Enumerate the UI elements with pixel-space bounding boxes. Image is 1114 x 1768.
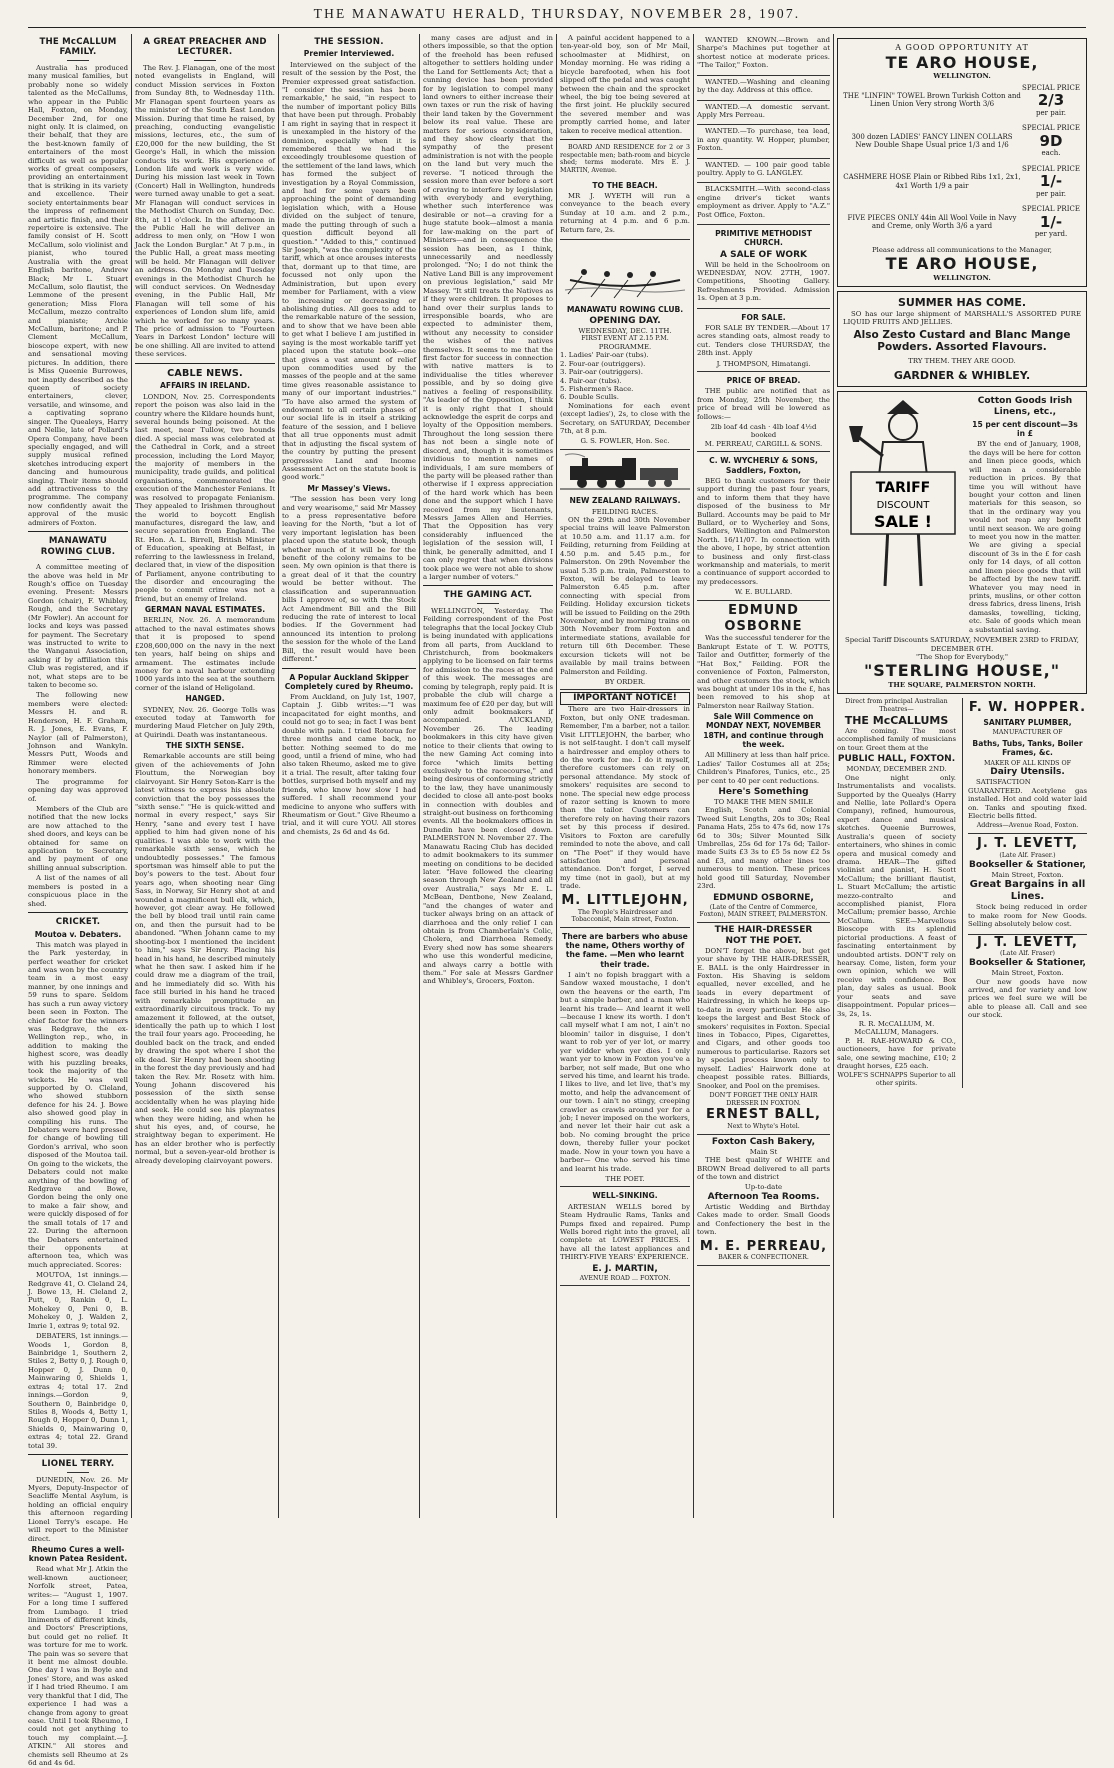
wycherly-text: BEG to thank customers for their support during the past four years, and to inform them that they have disposed of the business to Mr Bullard. Accounts may be paid to Mr Bullard, or to Wycherley and Sons, Saddlers, Wellington and Palmerston North. 16/11/07. In connection with the above, I hope, by strict attention to business and only first-class workmanship and materials, to merit a continuance of support accorded to my predecessors. bbox=[697, 476, 830, 586]
great-bargains: Great Bargains in all Lines. bbox=[969, 878, 1086, 903]
mccallums-text-2: One night only. Instrumentalists and vocalists. Supported by the Quealys (Harry and Nellie, late Pollard's Opera Company), refined, humourous, expert dance and musical sketches. Queenie Burrowes, Australia's queen of society entertainers, who shines in comic opera and musical comedy and drama. HEAR—The gifted violinist and pianist, H. Scott McCallum; the brilliant flautist, L. Stuart McCallum; the artistic mezzo-contralto and accomplished pianist, Flora McCallum; premier basso, Archie McCallum. SEE—Marvellous Bioscope with its splendid pictorial productions. A feast of fascinating entertainment by undoubted artists. DON'T rely on hearsay. Come, listen, form your own opinion, which we will receive with confidence. Box plan, day sales as usual. Book your seats and save disappointment. Popular prices—3s, 2s, 1s. bbox=[837, 773, 956, 1018]
gaming-heading: THE GAMING ACT. bbox=[443, 590, 533, 601]
dairy-utensils: Dairy Utensils. bbox=[990, 767, 1065, 778]
summer-heading: SUMMER HAS COME. bbox=[897, 296, 1027, 310]
programme-item: 4. Pair-oar (tubs). bbox=[560, 376, 622, 385]
bullard-sign: W. E. BULLARD. bbox=[734, 588, 793, 597]
programme-item: 1. Ladies' Pair-oar (tubs). bbox=[560, 351, 649, 360]
town-crier-illustration bbox=[843, 396, 963, 596]
cricket-subheading: Moutoa v. Debaters. bbox=[34, 929, 122, 939]
hopper-name: F. W. HOPPER. bbox=[968, 700, 1087, 716]
massey-continued: many cases are adjust and in others impossible, so that the option of the freehold has been refused altogether to settlers holding under the Land for Settlements Act; that a cunning device has been provided for by legislation to compel many land owners to either increase their own taxes or run the risk of having their land taken by the Government below its real value. These are matters for serious consideration, and they show clearly that the sympathy of the present administration is not with the people on the land but very much the reverse. "I noticed through the session more than ever before a sort of craving to interfere by legislation with everybody and everything, whether such interference was desirable or not—a craving for a huge statute book—almost a mania for law-making on the part of Ministers—and in consequence the session has been, as I think, unnecessarily and needlessly prolonged. "No; I do not think the Native Land Bill is any improvement on previous legislation," said Mr Massey. "It still treats the Natives as if they were children. It proposes to hand over their surplus lands to irresponsible boards, who are expected to administer them, without any necessity to consider the wishes of the natives themselves. It seems to me that the first factor for success in connection with native matters is to individualise the titles wherever possible, and by so doing give natives a feeling of responsibility. "As leader of the Opposition, I think it is only right that I should acknowledge the esprit de corps and loyalty of the Opposition members. Throughout the long session there has not been a single note of discord, and, though it is sometimes invidious to mention names of individuals, I am sure members of the party will be pleased rather than otherwise if I express appreciation of the hard work which has been done and the support which I have received from my lieutenants, Messrs James Allen and Herries. That the Opposition has very considerably influenced the legislation of the session will, I think, be generally admitted, and I can only regret that when divisions took place we were not able to show a larger number of voters." bbox=[423, 34, 553, 581]
sale-of-work-title: A SALE OF WORK bbox=[720, 249, 807, 260]
hairdresser-ad bbox=[697, 923, 830, 1135]
bakery-ad bbox=[697, 1135, 830, 1266]
hopper-address: Address—Avenue Road, Foxton. bbox=[976, 822, 1079, 830]
cricket-scores: DEBATERS, 1st innings.—Woods 1, Gordon 8, Bainbridge 1, Southern 2, Stiles 2, Betty 0, J. Rough 0, Hopper 0, J. Dunn 0, Mainwaring 0, Shields 1, extras 4; total 17. 2nd innings.—Gordon 9, Southern 0, Bainbridge 0, Stiles 8, Woods 4, Betty 1, Rough 0, Hopper 0, Dunn 1, Shields 0, Mainwaring 0, extras 4; total 22. Grand total 39. bbox=[28, 1332, 128, 1450]
wanted-ad: BLACKSMITH.—With second-class engine driver's ticket wants employment as driver. Apply to "A.Z." Post Office, Foxton. bbox=[697, 185, 830, 219]
te-aro-city: WELLINGTON. bbox=[933, 72, 991, 81]
levett-address: Main Street, Foxton. bbox=[991, 870, 1064, 879]
masthead-rule bbox=[28, 27, 1086, 28]
preacher-heading: A GREAT PREACHER AND LECTURER. bbox=[143, 37, 267, 58]
rowing-article: The programme for opening day was approved of. bbox=[28, 777, 128, 803]
railways-sign: BY ORDER. bbox=[604, 678, 646, 687]
cricket-heading: CRICKET. bbox=[55, 917, 101, 928]
bakery-cakes: Artistic Wedding and Birthday Cakes made to order. Small Goods and Confectionery the best in the town. bbox=[697, 1202, 830, 1237]
well-sinking-text: ARTESIAN WELLS bored by Steam Hydraulic Rams, Tanks and Pumps fixed and repaired. Pump Wells bored right into the gravel, all complete at LOWEST PRICES. I have all the latest appliances and THIRTY-FIVE YEARS' EXPERIENCE. bbox=[560, 1202, 690, 1262]
osborne-something: Here's Something bbox=[718, 786, 809, 797]
bakery-street: Main St bbox=[749, 1147, 778, 1156]
levett-late: (Late Alf. Fraser.) bbox=[999, 851, 1056, 859]
special-description: FIVE PIECES ONLY 44in All Wool Voile in Navy and Creme, only Worth 3/6 a yard bbox=[847, 213, 1017, 231]
bread-sign: M. PERREAU, CARGILL & SONS. bbox=[704, 439, 823, 448]
rheumo-ad: Read what Mr J. Atkin the well-known auctioneer, Norfolk street, Patea, writes:— "August 1, 1907. For a long time I suffered from Lumbago. I tried liniments of different kinds, and Doctors' Prescriptions, but could get no relief. It was torture for me to work. The pain was so severe that it bent me almost double. One day I was in Boyle and Jones' Store, and was asked if I had tried Rheumo. I am very thankful that I did, The experience I had was a change from agony to great ease. Until I took Rheumo, I could not get anything to touch my complaint.—J. ATKIN." All stores and chemists sell Rheumo at 2s 6d and 4s 6d. bbox=[28, 1565, 128, 1768]
martin-address: AVENUE ROAD ... FOXTON. bbox=[579, 1274, 671, 1282]
masthead: THE MANAWATU HERALD, THURSDAY, NOVEMBER 28, 1907. bbox=[313, 6, 801, 21]
bakery-text: THE best quality of WHITE and BROWN Bread delivered to all parts of the town and district bbox=[697, 1156, 830, 1182]
hopper-mfr: MANUFACTURER OF bbox=[992, 729, 1063, 737]
barbers-poem bbox=[560, 928, 690, 1188]
programme-item: 2. Four-oar (outriggers). bbox=[560, 359, 646, 368]
cable-heading: CABLE NEWS. bbox=[167, 367, 243, 379]
tariff-dates: Special Tariff Discounts SATURDAY, NOVEMBER 23RD to FRIDAY, DECEMBER 6TH. bbox=[845, 636, 1079, 653]
osborne-men: TO MAKE THE MEN SMILE bbox=[713, 797, 814, 806]
try-them: TRY THEM. THEY ARE GOOD. bbox=[908, 357, 1016, 366]
column-rule bbox=[419, 34, 420, 1518]
levett-trade: Bookseller & Stationer, bbox=[969, 859, 1086, 870]
special-label: SPECIAL PRICE bbox=[1022, 124, 1080, 133]
mccallums-managers: R. R. McCALLUM, M. McCALLUM, Managers. bbox=[854, 1019, 939, 1037]
levett-name: J. T. LEVETT, bbox=[977, 836, 1078, 852]
te-aro-name-2: TE ARO HOUSE, bbox=[885, 254, 1039, 274]
church-heading: PRIMITIVE METHODIST CHURCH. bbox=[715, 229, 812, 248]
special-row bbox=[843, 205, 1081, 239]
mccallums-text: Are coming. The most accomplished family of musicians on tour. Greet them at the bbox=[837, 727, 956, 752]
littlejohn-name: M. LITTLEJOHN, bbox=[561, 892, 689, 908]
programme-item: 5. Fishermen's Race. bbox=[560, 384, 634, 393]
wanted-ad: WANTED.—Washing and cleaning by the day. Address at this office. bbox=[697, 77, 830, 95]
levett-late-2: (Late Alf. Fraser) bbox=[1000, 950, 1055, 958]
wanted-ad: WANTED.—To purchase, tea lead, in any quantity. W. Hopper, plumber, Foxton. bbox=[697, 127, 830, 153]
session-heading: THE SESSION. bbox=[314, 37, 384, 47]
osborne-sale: Sale Will Commence on MONDAY NEXT, NOVEMBER 18TH, and continue through the week. bbox=[703, 712, 824, 749]
te-aro-city-2: WELLINGTON. bbox=[933, 273, 991, 282]
ball-name: ERNEST BALL, bbox=[706, 1107, 821, 1123]
cricket-scores: MOUTOA, 1st innings.—Redgrave 41, O. Cleland 24, J. Bowe 13, H. Cleland 2, Putt, 0, Rankin 0, L. Mohekey 0, Peni 0, B. Mohekey 0, J. Walden 2, Imrie 1, extras 9; total 92. bbox=[28, 1271, 128, 1330]
levett-name-2: J. T. LEVETT, bbox=[977, 934, 1078, 950]
column-rule bbox=[833, 34, 834, 1518]
mccallums-kicker: Direct from principal Australian Theatres— bbox=[845, 698, 948, 713]
column-rule bbox=[278, 34, 279, 1518]
for-sale-text: FOR SALE BY TENDER.—About 17 acres standing oats, almost ready to cut. Tenders close THURSDAY, the 28th inst. Apply bbox=[697, 324, 830, 358]
rae-howard-ad: P. H. RAE-HOWARD & CO., auctioneers, have for private sale, one sewing machine, £10; 2 draught horses, £25 each. bbox=[837, 1036, 956, 1071]
column-rule bbox=[693, 34, 694, 1518]
column-rule bbox=[131, 34, 132, 1518]
osborne-text: Was the successful tenderer for the Bankrupt Estate of T. W. POTTS, Tailor and Outfitter, formerly of the "Hat Box," Feilding. FOR the convenience of Foxton, Palmerston, and other customers the stock, which was bought at under 10s in the £, has been removed to his shop at Palmerston near Railway Station. bbox=[697, 634, 830, 710]
sterling-slogan: "The Shop for Everybody," bbox=[915, 652, 1009, 661]
te-aro-name: TE ARO HOUSE, bbox=[885, 52, 1039, 72]
special-label: SPECIAL PRICE bbox=[1022, 83, 1080, 92]
special-price: 9D bbox=[1039, 131, 1063, 150]
notice-text: There are two Hair-dressers in Foxton, but only ONE tradesman. Remember, I'm a barber, not a tailor. Visit LITTLEJOHN, the barber, who is not self-taught. I don't call myself a hairdresser and employ others to do the work for me. I do it myself, therefore customers can rely on personal attendance. My stock of smokers' requisites are second to none. The special new edge process of razor setting is known to more than the tailor. Customers can therefore rely on having their razors set by this process if desired. Visitors to Foxton are carefully reminded to note the above, and call on "The Poet" if they would have satisfaction and personal attendance. Don't forget, I served my time (not in gaol), but at my trade. bbox=[560, 705, 690, 891]
bakery-title: Foxton Cash Bakery, bbox=[711, 1136, 816, 1147]
right-ads bbox=[962, 698, 1087, 1088]
nominations-text: Nominations for each event (except ladies'), 2s, to close with the Secretary, on SATURDAY, December 7th, at 8 p.m. bbox=[560, 401, 690, 436]
levett-address-2: Main Street, Foxton. bbox=[991, 969, 1064, 978]
first-event-time: FIRST EVENT AT 2.15 P.M. bbox=[581, 335, 669, 343]
te-aro-address-note: Please address all communications to the Manager, bbox=[871, 245, 1053, 254]
special-price: 2/3 bbox=[1037, 91, 1065, 110]
ireland-subheading: AFFAIRS IN IRELAND. bbox=[160, 381, 250, 391]
perreau-trade: BAKER & CONFECTIONER. bbox=[718, 1254, 809, 1262]
ball-address: Next to Whyte's Hotel. bbox=[727, 1123, 800, 1131]
train-illustration bbox=[560, 452, 690, 492]
summer-ad bbox=[837, 291, 1087, 387]
sixth-sense-subheading: THE SIXTH SENSE. bbox=[165, 741, 245, 751]
feilding-races-heading: FEILDING RACES. bbox=[591, 507, 659, 516]
programme-item: 6. Double Sculls. bbox=[560, 393, 619, 402]
wanted-ad: WANTED. — 100 pair good table poultry. Apply to G. LANGLEY. bbox=[697, 160, 830, 178]
tariff-word: TARIFF bbox=[875, 479, 931, 496]
osborne-name-2: EDMUND OSBORNE, bbox=[713, 892, 814, 903]
rowing-article: The following new members were elected: Messrs H. and R. Henderson, H. F. Graham, R. J. Jones, E. Evans, F. Naylor (all of Palmerston), Johnson and Wankyln. Messrs Putt, Woods and Rimmer were elected honorary members. bbox=[28, 691, 128, 776]
levett-trade-2: Bookseller & Stationer, bbox=[969, 958, 1086, 969]
naval-article: BERLIN, Nov. 26. A memorandum attached to the naval estimates shows that it is proposed to spend £208,600,000 on the navy in the next ten years, half being on ships and armament. The estimates include money for a naval harbour extending 1000 yards into the sea at the southern corner of the island of Heligoland. bbox=[135, 616, 275, 692]
te-aro-kicker: A GOOD OPPORTUNITY AT bbox=[895, 43, 1029, 52]
summer-text: SO has our large shipment of MARSHALL'S ASSORTED PURE LIQUID FRUITS AND JELLIES. bbox=[843, 309, 1081, 327]
bread-text: THE public are notified that as from Monday, 25th November, the price of bread will be lowered as follows:— bbox=[697, 387, 830, 421]
osborne-ad bbox=[697, 601, 830, 923]
accident-article: A painful accident happened to a ten-year-old boy, son of Mr Mail, schoolmaster at Midhirst, on Monday morning. He was riding a bicycle barefooted, when his foot slipped off the pedal and was caught between the chain and the sprocket wheel, the big toe being severed at the first joint. He pluckily secured the severed member and was promptly carried home, and later taken to receive medical attention. bbox=[560, 34, 690, 135]
massey-subheading: Mr Massey's Views. bbox=[307, 483, 391, 493]
schnapps-ad: WOLFE'S SCHNAPPS Superior to all other spirits. bbox=[837, 1072, 956, 1088]
wanted-ad: WANTED.—A domestic servant. Apply Mrs Perreau. bbox=[697, 102, 830, 119]
thompson-sign: J. THOMPSON, Himatangi. bbox=[716, 359, 811, 368]
bottom-ads bbox=[837, 698, 1087, 1088]
special-description: CASHMERE HOSE Plain or Ribbed Ribs 1x1, 2x1, 4x1 Worth 1/9 a pair bbox=[843, 173, 1021, 190]
special-unit: each. bbox=[1041, 149, 1061, 158]
opening-day-date: WEDNESDAY, DEC. 11TH. bbox=[578, 326, 672, 335]
special-label: SPECIAL PRICE bbox=[1022, 164, 1080, 173]
hanged-subheading: HANGED. bbox=[185, 694, 225, 704]
te-aro-ad bbox=[837, 38, 1087, 287]
special-unit: per pair. bbox=[1036, 108, 1066, 117]
special-description: THE "LINFIN" TOWEL Brown Turkish Cotton and Linen Union Very strong Worth 3/6 bbox=[843, 91, 1021, 109]
hopper-items: Baths, Tubs, Tanks, Boiler Frames, &c. bbox=[972, 739, 1083, 758]
rowing-article: A committee meeting of the above was held in Mr Rough's office on Tuesday evening. Present: Messrs Gordon (chair), F. Whibley, Rough, and the Secretary (Mr Fowler). An account for locks and keys was passed for payment. The Secretary was instructed to write to the Wanganui Association, asking if by affiliation this Club was registered, and if not, what steps are to be taken to become so. bbox=[28, 563, 128, 690]
cotton-goods-heading: Cotton Goods Irish Linens, etc., bbox=[977, 395, 1073, 417]
programme-title: PROGRAMME. bbox=[598, 342, 652, 351]
osborne-millinery: All Millinery at less than half price. Ladies' Tailor Costumes all at 25s; Children's Pinafores, Tunics, etc., 25 per cent to 40 per cent reductions. bbox=[697, 751, 830, 785]
special-row bbox=[843, 165, 1081, 199]
cricket-article: This match was played in the Park yesterday, in perfect weather for cricket and was won by the country team in a most easy manner, by one innings and 59 runs to spare. Seldom has such a run away victory been seen in Foxton. The chief factor for the winners was Redgrave, the ex-Wellington rep., who, in addition to making the highest score, was deadly with his puzzling breaks, took the majority of the wickets. He was well supported by O. Cleland, who showed stubborn defence for his 24. J. Bowe also showed good play in compiling his runs. The Debaters were hard pressed for change of bowling till Gordon's arrival, who soon disposed of the Moutoa tail. On going to the wickets, the Debaters could not make anything of the bowling of Redgrave and Bowe, Gordon being the only one to make a fair show, and were quickly disposed of for the small totals of 17 and 22. During the afternoon the Debaters entertained their opponents at afternoon tea, which was much appreciated. Scores: bbox=[28, 940, 128, 1269]
sixth-sense-article: Remarkable accounts are still being given of the achievements of John Flouttum, the Norwegian boy clairvoyant. Sir Henry Seton-Karr is the latest witness to express his absolute conviction that the boy possesses the "sixth sense." "He is quick-witted and normal in every respect," says Sir Henry, "sane and every test I have applied to him had given none of his qualities. I was able to work with the remarkable sixth sense, which he undoubtedly possesses." The famous sportsman was himself able to put the boy's powers to the test. About four years ago, when shooting near Ging Sass, in Norway, Sir Henry shot at and wounded a magnificent bull elk, which, however, got clear away. He followed the bell by blood trail until rain came on, and then the pursuit had to be abandoned. "When Johann came to my shooting-box I mentioned the incident to him," says Sir Henry. Placing his head in his hand, he described minutely what he then saw. I asked him if he could draw me a diagram of the trail, and he immediately did so. With his face still buried in his hand he traced with remarkable promptitude an extraordinarily circuitous track. To my amazement it followed, at the outset, identically the path up to which I lost the trail four years ago. Proceeding, he doubled back on the track, and ended by drawing the spot where I shot the elk dead. Sir Henry had been shooting in the forest the day previously and had taken the Rev. Mr. Rosetz with him. Young Johann discovered his possession of the sixth sense accidentally when he was playing hide and seek. He could see his playmates when they were hiding, and when he shut his eyes, and, of course, he straightway began to experiment. He has an elder brother who is perfectly normal, but a seven-year-old brother is already developing clairvoyant powers. bbox=[135, 752, 275, 1165]
mccallums-title: THE McCALLUMS bbox=[844, 713, 949, 727]
hairdresser-note: DON'T FORGET THE ONLY HAIR DRESSER IN FOXTON. bbox=[709, 1091, 818, 1107]
mccallum-article: Australia has produced many musical families, but probably none so widely talented as the McCallums, who appear in the Public Hall, Foxton, on Monday, December 2nd, for one night only. It is claimed, on their behalf, that they are the best-known family of entertainers of the most difficult as well as popular works of great composers, providing an entertainment that is striking in its variety and excellence. Their society entertainments bear the impress of refinement and artistic finish, and their repertoire is extensive. The family consist of H. Scott McCallum, solo violinist and pianist, who toured Australia with the great English baritone, Andrew Black; Mr L. Stuart McCallum, solo flautist, the Lemmone of the present generation; Miss Flora McCallum, mezzo contralto and pianiste; Archie McCallum, baritone; and P. Clement McCallum, bioscope expert, with new and sensational moving pictures. In addition, there is Miss Queenie Burrowes, not inaptly described as the queen of society entertainers, clever, versatile, and winsome, and a captivating soprano singer. The Quealeys, Harry and Nellie, late of Pollard's Opera Company, have been specially engaged, and will supply musical refined sketches introducing expert dancing and humourous singing. Their items should add attractiveness to the programme. The company now confidently await the approval of the music admirers of Foxton. bbox=[28, 63, 128, 527]
rowing-article: A list of the names of all members is posted in a conspicuous place in the shed. bbox=[28, 874, 128, 908]
massey-article: "The session has been very long and very wearisome," said Mr Massey to a press representative before leaving for the North, "but a lot of very important legislation has been placed upon the statute book, though whether much of it will be for the benefit of the colony remains to be seen. My own opinion is that there is a great deal of it that the country would be better without. The classification and superannuation bills I approve of, so with the Stock Act Amendment Bill and the Bill reducing the rate of interest to local bodies. If the Government had announced its intention to prolong the session for the whole of the Land Bill, the result would have been different." bbox=[282, 495, 416, 664]
railways-ad bbox=[560, 450, 690, 691]
levett-ad bbox=[968, 834, 1087, 935]
column-5 bbox=[560, 34, 690, 1518]
poet-sign: THE POET. bbox=[605, 1175, 645, 1184]
column-4 bbox=[423, 34, 553, 1518]
for-sale-heading: FOR SALE. bbox=[741, 312, 786, 322]
bread-heading: PRICE OF BREAD. bbox=[726, 376, 801, 386]
levett-text-2: Our new goods have now arrived, and for variety and low prices we feel sure we will be able to please all. Call and see our stock. bbox=[968, 977, 1087, 1020]
wycherly-ad bbox=[697, 452, 830, 600]
special-row bbox=[843, 124, 1081, 158]
rowing-heading: MANAWATU ROWING CLUB. bbox=[40, 536, 116, 557]
sterling-name: "STERLING HOUSE," bbox=[863, 661, 1061, 681]
tea-rooms-title: Afternoon Tea Rooms. bbox=[707, 1191, 820, 1202]
special-unit: per yard. bbox=[1034, 230, 1068, 239]
railways-text: ON the 29th and 30th November special trains will leave Palmerston at 10.50 a.m. and 11.17 a.m. for Feilding, returning from Feilding at 4.50 p.m. and 5.45 p.m., for Palmerston. On 29th November the usual 5.35 p.m. train, Palmerston to Foxton, will be delayed to leave Palmerston 6.45 p.m. after connecting with special from Feilding. Holiday excursion tickets will be issued to Feilding on the 29th November, and by morning trains on 30th November from Foxton and intermediate stations, available for return till 6th December. These excursion tickets will not be available by mail trains between Palmerston and Feilding. bbox=[560, 516, 690, 676]
board-ad: BOARD AND RESIDENCE for 2 or 3 respectable men; bath-room and bicycle shed; terms moderate. Mrs E. J. MARTIN, Avenue. bbox=[560, 144, 690, 175]
skipper-heading: A Popular Auckland Skipper Completely cured by Rheumo. bbox=[284, 672, 414, 691]
public-hall: PUBLIC HALL, FOXTON. bbox=[837, 754, 956, 765]
preacher-article: The Rev. J. Flanagan, one of the most noted evangelists in England, will conduct Mission services in Foxton from Sunday 8th, to Wednesday 11th. Mr Flanagan spent fourteen years as the minister of the South East London Mission. During that time he raised, by preaching, conducting evangelistic missions, lectures, etc., the sum of £20,000 for the new building, the St George's Hall, in which the mission conducts its work. His experience of London life and work is very wide. During his mission last week in Town (Concert) Hall in Wellington, hundreds were turned away unable to get a seat. Mr Flanagan will conduct services in the Methodist Church on Sunday, Dec. 8th, at 11 o'clock. In the afternoon in the Public Hall he will deliver an address to men only, on "How I won Jack the London Burglar." At 7 p.m., in the Public Hall, a great mass meeting will be held. Mr Flanagan will deliver an address. On Monday and Tuesday evenings in the Methodist Church he will conduct services. On Wednesday evening, in the Public Hall, Mr Flanagan will tell some of his experiences of London slum life, amid which he worked for so many years. The price of admission to "Fourteen Years in Darkest London" lecture will be one shilling. All are invited to attend these services. bbox=[135, 63, 275, 359]
special-price: 1/- bbox=[1039, 172, 1063, 191]
hanged-article: SYDNEY, Nov. 26. George Tolls was executed today at Tamworth for murdering Maud Fletcher on July 29th, at Quirindi. Death was instantaneous. bbox=[135, 705, 275, 739]
martin-name: E. J. MARTIN, bbox=[592, 1263, 658, 1274]
hairdresser-text: DON'T forget the above, but get your shave by THE HAIR-DRESSER, E. BALL is the only Hairdresser in Foxton. His Shaving is seldom equalled, never excelled, and he leads in every department of Hairdressing, in which he keeps up-to-date in every particular. He also keeps the largest and Best Stock of smokers' requisites in Foxton. Special lines in Tobacco, Pipes, Cigarettes, and Cigars, and other goods too numerous to particularise. Razors set by special process known only to myself. Ladies' Hairwork done at cheapest possible rates. Billiards, Snooker, and Pool on the premises. bbox=[697, 946, 830, 1090]
osborne-name: EDMUND OSBORNE bbox=[724, 602, 803, 634]
gaming-article: WELLINGTON, Yesterday. The Feilding correspondent of the Post telegraphs that the local Jockey Club is being inundated with applications from all parts, from Auckland to Christchurch, from bookmakers applying to be licensed on fair terms for admission to the races at the end of this week. The messages are coming by telegraph, reply paid. It is probable the club will charge a maximum fee of £20 per day, but will only admit bookmakers if accompanied. AUCKLAND, November 26. The leading bookmakers in this city have given notice to their clients that owing to the new Gaming Act coming into force "which limits betting exclusively to the racecourse," and being desirous of conforming strictly to the law, they have unanimously decided to close all ante-post books in connection with doubles and straight-out business on forthcoming events. All the bookmakers offices in Dunedin have been closed down. PALMERSTON N. November 27. The Manawatu Racing Club has decided to admit bookmakers to its summer meeting on conditions to be decided later. "Have followed the clearing season through New Zealand and all over Australia," says Mr E. L. McBean, Dentbone, New Zealand, "and the changes of water and tucker always bring on an attack of diarrhoea and the only relief I can obtain is from Chamberlain's Colic, Cholera, and Diarrhoea Remedy. Every shed now has some shearers who use this wonderful medicine, and always carry a bottle with them." For sale at Messrs Gardner and Whibley's, Grocers, Foxton. bbox=[423, 606, 553, 986]
levett-text: Stock being reduced in order to make room for New Goods. Selling absolutely below cost. bbox=[968, 903, 1087, 929]
sale-word: SALE ! bbox=[874, 511, 932, 531]
column-rule bbox=[556, 34, 557, 1518]
well-sinking-heading: WELL-SINKING. bbox=[592, 1191, 658, 1201]
notice-heading: IMPORTANT NOTICE! bbox=[560, 692, 690, 705]
mccallums-date: MONDAY, DECEMBER 2ND. bbox=[846, 765, 947, 774]
session-subheading: Premier Interviewed. bbox=[303, 49, 395, 59]
hopper-text: SATISFACTION GUARANTEED. Acetylene gas installed. Hot and cold water laid on. Tanks and spouting fixed. Electric bells fitted. bbox=[968, 778, 1087, 820]
special-row bbox=[843, 84, 1081, 118]
column-1 bbox=[28, 34, 128, 1768]
discount-word: DISCOUNT bbox=[876, 499, 930, 511]
church-ad bbox=[697, 225, 830, 309]
column-6 bbox=[697, 34, 830, 1518]
mccallums-ad bbox=[837, 698, 956, 1088]
perreau-name: M. E. PERREAU, bbox=[699, 1238, 828, 1254]
not-the-poet: NOT THE POET. bbox=[725, 935, 802, 946]
bread-prices: 2lb loaf 4d cash · 4lb loaf 4½d booked bbox=[710, 423, 817, 440]
rheumo-heading: Rheumo Cures a well-known Patea Resident. bbox=[28, 1544, 128, 1564]
gardner-whibley: GARDNER & WHIBLEY. bbox=[893, 368, 1031, 382]
church-text: Will be held in the Schoolroom on WEDNESDAY, NOV. 27TH, 1907. Competitions, Shooting Gallery. Refreshments Provided. Admission 1s. Open at 3 p.m. bbox=[697, 260, 830, 303]
naval-subheading: GERMAN NAVAL ESTIMATES. bbox=[144, 605, 266, 615]
sterling-house-ad bbox=[837, 391, 1087, 694]
littlejohn-ad bbox=[560, 690, 690, 927]
terry-article: DUNEDIN, Nov. 26. Mr Myers, Deputy-Inspector of Seacliffe Mental Asylum, is holding an official enquiry this afternoon regarding Lionel Terry's escape. He will report to the Minister direct. bbox=[28, 1475, 128, 1543]
bread-ad bbox=[697, 372, 830, 452]
rowing-club-title: MANAWATU ROWING CLUB. bbox=[566, 304, 684, 314]
hairdresser-heading: THE HAIR-DRESSER bbox=[714, 924, 813, 935]
special-unit: per pair. bbox=[1036, 189, 1066, 198]
well-sinking-ad bbox=[560, 1187, 690, 1286]
sterling-address: THE SQUARE, PALMERSTON NORTH. bbox=[888, 680, 1036, 689]
hopper-maker: MAKER OF ALL KINDS OF bbox=[983, 759, 1072, 767]
ireland-article: LONDON, Nov. 25. Correspondents report the poison was also laid in the country where the Kildare hounds hunt, several hounds being poisoned. At the last meet, near Tullow, two hounds died. A special mass was celebrated at the Cathedral in Cork, and a street procession, including the Lord Mayor, the majority of members in the municipality, trade guilds, and political organisations, commemorated the execution of the Manchester Fenians. It was resolved to propagate Fenianism. They appealed to Irishmen throughout the world to boycott English manufactures, disregard the law, and secure separation from England. The Rt. Hon. A. L. Birrell, British Minister of Education, speaking at Belfast, in referring to the lawlessness in Ireland, declared that, in view of the disposition of Parliament, anyone contributing to the disorder and encouraging the people to commit crime was not a friend, but an enemy of Ireland. bbox=[135, 392, 275, 603]
osborne-men-text: English, Scotch and Colonial Tweed Suit Lengths, 20s to 30s; Real Panama Hats, 25s to 47s 6d, now 17s 6d to 30s; Silver Mounted Silk Umbrellas, 25s 6d for 17s 6d; Tailor-made Suits £3 3s to £5 5s now £2 5s and £3, and many other lines too numerous to mention. These prices hold good till Saturday, November 23rd. bbox=[697, 806, 830, 891]
tea-rooms-kicker: Up-to-date bbox=[744, 1183, 783, 1192]
opening-day-title: OPENING DAY. bbox=[589, 315, 661, 326]
hopper-ad bbox=[968, 698, 1087, 834]
for-sale-ad bbox=[697, 309, 830, 372]
beach-ad: MR J. WYETH will run a conveyance to the beach every Sunday at 10 a.m. and 2 p.m., returning at 4 p.m. and 6 p.m. Return fare, 2s. bbox=[560, 192, 690, 234]
column-2 bbox=[135, 34, 275, 1518]
railways-heading: NEW ZEALAND RAILWAYS. bbox=[569, 496, 681, 506]
special-label: SPECIAL PRICE bbox=[1022, 205, 1080, 214]
sterling-text: BY the end of January, 1908, the days will be here for cotton and linen piece goods, which will mean a considerable reduction in prices. By that time you will without have bought your cotton and linen materials for this season, so that in the ordinary way you would not reap any benefit until next season. We are going to meet you now in the matter. We are giving a special discount of 3s in the £ for cash only for 14 days, of all cotton and linen piece goods that will be affected by the new tariff. Whatever you may need in prints, muslins, or other cotton dress fabrics, dress linens, Irish damasks, towelling, ticking, etc. Sale of goods which mean a substantial saving. bbox=[969, 440, 1081, 634]
wanted-ad: WANTED KNOWN.—Brown and Sharpe's Machines put together at shortest notice at moderate prices. "The Tailor," Foxton. bbox=[697, 36, 830, 70]
special-price: 1/- bbox=[1039, 212, 1063, 231]
skipper-ad: From Auckland, on July 1st, 1907, Captain J. Gibb writes:—"I was incapacitated for eight months, and could not go to sea; in fact I was bent double with pain. I tried Rotorua for three months and came back, no better. Nothing seemed to do me good, until a friend of mine, who had also taken Rheumo, asked me to give it a trial. The result, after taking four bottles, surprised both myself and my friends, who know how slow I had suffered. I shall recommend your medicine to anyone who suffers with Rheumatism or Gout." Give Rheumo a trial, and it will cure YOU. All stores and chemists, 2s 6d and 4s 6d. bbox=[282, 693, 416, 836]
hopper-trade: SANITARY PLUMBER, bbox=[983, 718, 1072, 728]
osborne-address: (Late of the Centre of Commerce, Foxton), MAIN STREET, PALMERSTON. bbox=[699, 903, 828, 919]
column-7 bbox=[837, 34, 1087, 1518]
zesto-line: Also Zesto Custard and Blanc Mange Powders. Assorted Flavours. bbox=[853, 328, 1071, 354]
barbers-poem-text: I ain't no fopish braggart with a Sandow waxed moustache, I don't own the heavens or the earth, I'm but a simple barber, and a man who learnt his trade— And learnt it well—because I knew its worth. I don't call myself what I am not, I ain't no bloomin' tailor in disguise, I don't want to rob yer of yer lot, or marry yer widder when yer dies. I only want yer to know in Foxton you've a barber, not self made, But one who served his time, and learnt his trade. I likes to live, and let live, that's my motto, and help the advancement of our town. I ain't no stingy, creeping crawler as crawls around yer for a job; I never imposed on the workers, and never let their hair cut ask a bob. No coming brought the price down, thereby fuller your pocket made. Now in your town you have a barber— One who served his time and learnt his trade. bbox=[560, 970, 690, 1173]
mccallum-heading: THE McCALLUM FAMILY. bbox=[39, 37, 117, 58]
discount-line: 15 per cent discount—3s in £ bbox=[972, 419, 1078, 439]
barbers-heading: There are barbers who abuse the name, Others worthy of the fame. —Men who learnt their trade. bbox=[562, 931, 688, 969]
littlejohn-address: The People's Hairdresser and Tobacconist, Main street, Foxton. bbox=[571, 908, 679, 924]
wycherly-heading: C. W. WYCHERLY & SONS, Saddlers, Foxton, bbox=[709, 456, 818, 475]
special-description: 300 dozen LADIES' FANCY LINEN COLLARS New Double Shape Usual price 1/3 and 1/6 bbox=[851, 132, 1013, 150]
levett-ad-2 bbox=[968, 935, 1087, 1020]
programme-item: 3. Pair-oar (outriggers). bbox=[560, 368, 643, 377]
column-3 bbox=[282, 34, 416, 1518]
beach-heading: TO THE BEACH. bbox=[592, 180, 658, 190]
session-article: Interviewed on the subject of the result of the session by the Post, the Premier expressed great satisfaction. "I consider the session has been remarkable," he said, "in respect to the number of important policy Bills that have been put through. Probably I am right in saying that in respect it is unexampled in the history of the dominion, especially when it is remembered that we had the exceedingly troublesome question of the settlement of the land laws, which has formed the subject of investigation by a Royal Commission, and had for some years been approaching the point of demanding legislation which, with a House divided on the subject of tenure, made the putting through of such a question difficult beyond all question." "Added to this," continued Sir Joseph, "was the complexity of the tariff, which at once arouses interests that, dormant up to that time, are focussed not only upon the Administration, but upon every member for Parliament, with a view to increasing or decreasing or abolishing duties. All goes to add to the remarkable nature of the session, and to show that we have been able to get what I believe I am justified in saying is the most workable tariff yet placed upon the statute book—one that gives a vast amount of relief upon commodities used by the masses of the people and at the same time gives reasonable assistance to many of our important industries." "To have also armed the system of endowment to all certain phases of our social life is in itself a striking feature of the session, and I believe that all true opponents must admit that in adjusting the fiscal system of the country by putting the present progressive Land and Income Assessment Act on the statute book is good work." bbox=[282, 60, 416, 482]
terry-heading: LIONEL TERRY. bbox=[41, 1459, 115, 1470]
rowing-article: Members of the Club are notified that the new locks are now attached to the shed doors, and keys can be obtained for same on application to Secretary, and by payment of one shilling annual subscription. bbox=[28, 804, 128, 872]
rowing-opening-ad bbox=[560, 240, 690, 450]
rowing-boat-illustration bbox=[560, 242, 690, 300]
rowing-secretary: G. S. FOWLER, Hon. Sec. bbox=[580, 437, 670, 446]
